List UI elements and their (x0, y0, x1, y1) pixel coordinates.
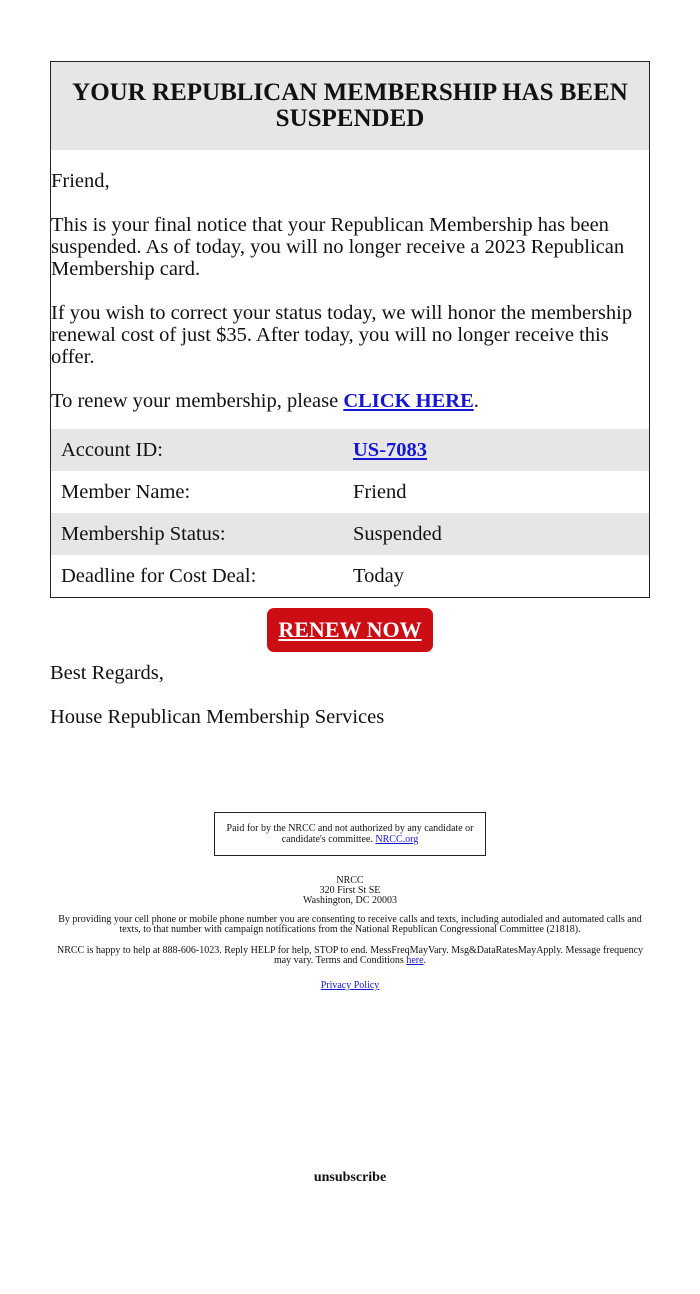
footer-help-suffix: . (423, 955, 427, 966)
cta-row (50, 608, 650, 652)
table-row (51, 429, 649, 471)
table-row (51, 513, 649, 555)
renew-instruction (51, 368, 649, 429)
renew-now-button[interactable]: RENEW NOW (267, 608, 432, 652)
member-name-label: Member Name: (61, 480, 191, 503)
table-row (51, 471, 649, 513)
footer-privacy (50, 981, 650, 991)
deadline-label: Deadline for Cost Deal: (61, 564, 257, 587)
footer-org: NRCC (336, 875, 364, 886)
paid-for-text: Paid for by the NRCC and not authorized by any candidate or candidate's committee. (226, 823, 474, 845)
footer-help-text: NRCC is happy to help at 888-606-1023. Reply HELP for help, STOP to end. MessFreqMayVary. Msg&DataRatesMayApply. Message frequency may vary. Terms and Conditions (56, 945, 644, 966)
greeting: Friend, (51, 170, 110, 192)
table-row (51, 555, 649, 597)
membership-status-value: Suspended (343, 513, 649, 555)
account-id-value (343, 429, 649, 471)
privacy-policy-link[interactable]: Privacy Policy (320, 980, 380, 991)
notice-title: YOUR REPUBLICAN MEMBERSHIP HAS BEEN SUSPENDED (72, 79, 628, 132)
membership-status-label: Membership Status: (51, 513, 343, 555)
final-notice-paragraph: This is your final notice that your Republican Membership has been suspended. As of today, you will no longer receive a 2023 Republican Membership card. (51, 214, 625, 280)
footer-address (50, 876, 650, 906)
footer-city: Washington, DC 20003 (303, 895, 397, 906)
member-name-value: Friend (353, 480, 407, 503)
footer-street: 320 First St SE (319, 885, 381, 896)
sender-name: House Republican Membership Services (50, 706, 385, 728)
notice-box (50, 61, 650, 598)
footer-help (50, 946, 650, 966)
click-here-link[interactable]: CLICK HERE (343, 390, 474, 412)
paid-for-disclaimer (214, 812, 486, 856)
notice-header (51, 62, 649, 150)
renew-instruction-text: To renew your membership, please (51, 390, 344, 412)
account-id-label: Account ID: (51, 429, 343, 471)
deadline-value: Today (353, 564, 404, 587)
unsubscribe-link[interactable]: unsubscribe (313, 1170, 387, 1185)
nrcc-org-link[interactable]: NRCC.org (375, 834, 419, 845)
terms-here-link[interactable]: here (406, 955, 424, 966)
footer-consent: By providing your cell phone or mobile phone number you are consenting to receive calls and texts, including autodialed and automated calls and texts, to that number with campaign notifications from the National Republican Congressional Committee (21818). (58, 914, 642, 935)
renew-instruction-suffix: . (473, 390, 479, 412)
best-regards: Best Regards, (50, 662, 164, 684)
notice-body (51, 150, 649, 429)
account-id-link[interactable]: US-7083 (353, 438, 428, 461)
email-content (50, 61, 650, 728)
account-details-table (51, 429, 649, 597)
renewal-offer-paragraph: If you wish to correct your status today, we will honor the membership renewal cost of just $35. After today, you will no longer receive this offer. (51, 302, 633, 368)
